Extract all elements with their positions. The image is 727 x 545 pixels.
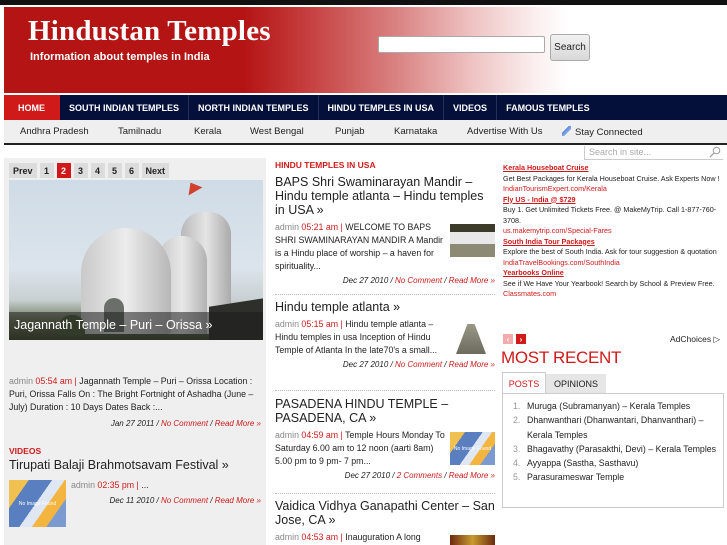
recent-tabs — [502, 372, 724, 394]
site-title[interactable]: Hindustan Temples — [28, 15, 271, 47]
recent-posts-list — [502, 393, 724, 508]
pager-next[interactable]: Next — [142, 163, 170, 178]
post-author[interactable]: admin — [275, 532, 299, 542]
read-more-link[interactable]: Read More » — [214, 496, 261, 505]
subnav-punjab[interactable]: Punjab — [335, 126, 365, 137]
post-excerpt: WELCOME TO BAPS SHRI SWAMINARAYAN MANDIR A Mandir is a Hindu place of worship – a haven for spirituality... — [275, 222, 443, 271]
post-separator — [275, 390, 495, 391]
featured-image-jagannath-temple[interactable] — [9, 180, 263, 340]
nav-north-indian-temples[interactable]: NORTH INDIAN TEMPLES — [189, 95, 319, 120]
pager-page-2[interactable]: 2 — [57, 163, 71, 178]
featured-excerpt — [9, 375, 261, 414]
no-image-thumbnail[interactable]: No Image Found — [9, 480, 66, 527]
post-title-link[interactable]: Hindu temple atlanta » — [275, 300, 401, 314]
post-author[interactable]: admin — [275, 319, 299, 329]
post-excerpt: ... — [141, 480, 149, 490]
post-thumbnail[interactable] — [450, 535, 495, 545]
pager-page-4[interactable]: 4 — [91, 163, 105, 178]
header-search-button[interactable]: Search — [550, 34, 590, 61]
site-header — [4, 7, 727, 93]
ad-title-link[interactable]: Kerala Houseboat Cruise — [503, 163, 589, 172]
subnav-west-bengal[interactable]: West Bengal — [250, 126, 304, 137]
pager-page-1[interactable]: 1 — [40, 163, 54, 178]
ad-url-link[interactable]: us.makemytrip.com/Special-Fares — [503, 226, 612, 235]
subnav-stay-connected[interactable] — [562, 126, 643, 138]
list-item: 4. Ayyappa (Sastha, Sasthavu) — [513, 456, 717, 470]
ad-next-button[interactable]: › — [516, 334, 526, 344]
post-date: Dec 27 2010 — [342, 360, 389, 369]
subnav-tamilnadu[interactable]: Tamilnadu — [118, 126, 162, 137]
subnav-advertise[interactable]: Advertise With Us — [467, 126, 543, 137]
subnav-andhra-pradesh[interactable]: Andhra Pradesh — [20, 126, 89, 137]
featured-post-footer: Jan 27 2011 / No Comment / Read More » — [110, 419, 261, 428]
nav-hindu-temples-in-usa[interactable]: HINDU TEMPLES IN USA — [319, 95, 445, 120]
read-more-link[interactable]: Read More » — [448, 276, 495, 285]
post-date: Dec 27 2010 — [342, 276, 389, 285]
subnav-karnataka[interactable]: Karnataka — [394, 126, 438, 137]
post-time: 04:53 am | — [301, 532, 343, 542]
ad-prev-button[interactable]: ‹ — [503, 334, 513, 344]
ad-description: See if We Have Your Yearbook! Search by School & Preview Free. — [503, 278, 715, 288]
ad-description: Get Best Packages for Kerala Houseboat Cruise. Ask Experts Now ! — [503, 173, 720, 183]
post-excerpt: Inauguration A long — [345, 532, 421, 542]
list-item: 1. Muruga (Subramanyan) – Kerala Temples — [513, 399, 717, 413]
ad-title-link[interactable]: Fly US - India @ $729 — [503, 194, 576, 204]
pager-page-3[interactable]: 3 — [74, 163, 88, 178]
post-date: Jan 27 2011 — [110, 419, 155, 428]
ad-item — [503, 268, 725, 300]
post-author[interactable]: admin — [9, 376, 33, 386]
post-footer: Dec 27 2010 / No Comment / Read More » — [342, 360, 495, 369]
post-author[interactable]: admin — [275, 430, 299, 440]
post-excerpt: Temple Hours Monday To Saturday 6.00 am to 12 noon (aarti 8am) 5.00 pm to 9 pm- 7 pm... — [275, 430, 445, 466]
post-time: 05:21 am | — [301, 222, 343, 232]
post-excerpt-block — [275, 429, 445, 468]
ad-pagination — [503, 334, 526, 344]
comments-link[interactable]: No Comment — [160, 496, 209, 505]
ad-block — [503, 163, 725, 300]
post-excerpt: Hindu temple atlanta – Hindu temples in usa Inception of Hindu Temple of Atlanta In the late70's a small... — [275, 319, 438, 355]
read-more-link[interactable]: Read More » — [448, 360, 495, 369]
ad-url-link[interactable]: IndiaTravelBookings.com/SouthIndia — [503, 257, 620, 267]
ad-item — [503, 195, 725, 237]
video-post-meta — [71, 479, 149, 492]
post-date: Dec 11 2010 — [109, 496, 155, 505]
list-item: 2. Dhanwanthari (Dhanwantari, Dhanvanthari) – Kerala Temples — [513, 413, 717, 442]
ad-url-link[interactable]: IndianTourismExpert.com/Kerala — [503, 184, 607, 193]
featured-caption-link[interactable]: Jagannath Temple – Puri – Orissa » — [9, 312, 263, 340]
post-thumbnail[interactable] — [450, 322, 495, 355]
comments-link[interactable]: No Comment — [160, 419, 209, 428]
post-title-link[interactable]: Vaidica Vidhya Ganapathi Center – San Jose, CA » — [275, 499, 495, 527]
post-author[interactable]: admin — [71, 480, 95, 490]
recent-post-link[interactable]: Muruga (Subramanyan) – Kerala Temples — [527, 401, 691, 411]
post-excerpt-block — [275, 531, 445, 544]
sub-nav — [4, 120, 727, 145]
ad-url-link[interactable]: Classmates.com — [503, 289, 557, 298]
header-search-input[interactable] — [378, 36, 545, 53]
post-title-link[interactable]: BAPS Shri Swaminarayan Mandir – Hindu temple atlanta – Hindu temples in USA » — [275, 175, 484, 217]
nav-south-indian-temples[interactable]: SOUTH INDIAN TEMPLES — [60, 95, 189, 120]
post-item — [275, 397, 495, 480]
read-more-link[interactable]: Read More » — [448, 471, 495, 480]
comments-link[interactable]: 2 Comments — [396, 471, 443, 480]
most-recent-heading: MOST RECENT — [501, 348, 622, 367]
post-time: 04:59 am | — [301, 430, 343, 440]
tab-opinions[interactable]: OPINIONS — [546, 374, 606, 394]
post-footer: Dec 27 2010 / 2 Comments / Read More » — [344, 471, 495, 480]
comments-link[interactable]: No Comment — [394, 360, 443, 369]
post-footer: Dec 27 2010 / No Comment / Read More » — [342, 276, 495, 285]
slider-pager — [9, 163, 169, 178]
videos-category-label[interactable]: VIDEOS — [9, 446, 42, 456]
video-post-title[interactable]: Tirupati Balaji Brahmotsavam Festival » — [9, 458, 229, 472]
featured-column — [4, 158, 266, 545]
comments-link[interactable]: No Comment — [394, 276, 443, 285]
ad-description: Explore the best of South India. Ask for tour suggestion & quotation — [503, 247, 717, 256]
nav-videos[interactable]: VIDEOS — [444, 95, 497, 120]
ad-item — [503, 163, 725, 195]
list-item: 5. Parasurameswar Temple — [513, 470, 717, 484]
flag-shape — [184, 180, 203, 195]
site-tagline: Information about temples in India — [30, 51, 210, 63]
tab-posts[interactable]: POSTS — [502, 372, 546, 394]
ad-title-link[interactable]: South India Tour Packages — [503, 236, 595, 246]
recent-post-link[interactable]: Bhagavathy (Parasakthi, Devi) – Kerala Temples — [527, 443, 717, 454]
pager-page-5[interactable]: 5 — [108, 163, 122, 178]
usa-category-label[interactable]: HINDU TEMPLES IN USA — [275, 160, 376, 170]
adchoices-link[interactable]: AdChoices ▷ — [669, 334, 720, 344]
post-separator — [275, 493, 495, 494]
recent-post-link[interactable]: Dhanwanthari (Dhanwantari, Dhanvanthari) – Kerala Temples — [527, 415, 704, 440]
top-border — [0, 0, 727, 5]
ad-item — [503, 237, 725, 269]
post-author[interactable]: admin — [275, 222, 299, 232]
video-post-footer: Dec 11 2010 / No Comment / Read More » — [109, 496, 261, 505]
post-time: 05:54 am | — [35, 376, 77, 386]
nav-home[interactable]: HOME — [4, 95, 60, 120]
main-nav — [4, 95, 727, 120]
pager-prev[interactable]: Prev — [9, 163, 37, 178]
ad-title-link[interactable]: Yearbooks Online — [503, 268, 564, 277]
no-image-thumbnail[interactable]: No Image Found — [450, 432, 495, 465]
post-item — [275, 300, 495, 369]
pager-page-6[interactable]: 6 — [125, 163, 139, 178]
post-excerpt: Jagannath Temple – Puri – Orissa Location : Puri, Orissa Falls On : The Bright Fortnight of Ashadha (June – July) Duration : 10 Days Dates Back :... — [9, 376, 254, 412]
search-icon[interactable] — [709, 146, 721, 158]
post-separator — [275, 294, 495, 295]
post-excerpt-block — [275, 221, 445, 273]
ad-description: Buy 1. Get Unlimited Tickets Free. @ MakeMyTrip. Call 1-877-760-3708. — [503, 205, 717, 225]
list-item: 3. Bhagavathy (Parasakthi, Devi) – Kerala Temples — [513, 442, 717, 456]
post-item — [275, 175, 495, 285]
read-more-link[interactable]: Read More » — [214, 419, 261, 428]
post-item — [275, 499, 495, 544]
site-search-input[interactable] — [584, 146, 723, 160]
nav-famous-temples[interactable]: FAMOUS TEMPLES — [506, 102, 590, 113]
post-time: 05:15 am | — [301, 319, 343, 329]
post-time: 02:35 pm | — [97, 480, 139, 490]
post-title-link[interactable]: PASADENA HINDU TEMPLE – PASADENA, CA » — [275, 397, 449, 425]
feather-icon — [562, 126, 571, 136]
subnav-kerala[interactable]: Kerala — [194, 126, 222, 137]
recent-post-link[interactable]: Ayyappa (Sastha, Sasthavu) — [527, 458, 639, 469]
site-search-placeholder: Search in site... — [589, 147, 652, 157]
stay-connected-label: Stay Connected — [575, 127, 643, 138]
post-excerpt-block — [275, 318, 445, 357]
post-thumbnail[interactable] — [450, 224, 495, 257]
recent-post-link[interactable]: Parasurameswar Temple — [527, 472, 625, 483]
post-date: Dec 27 2010 — [344, 471, 391, 480]
